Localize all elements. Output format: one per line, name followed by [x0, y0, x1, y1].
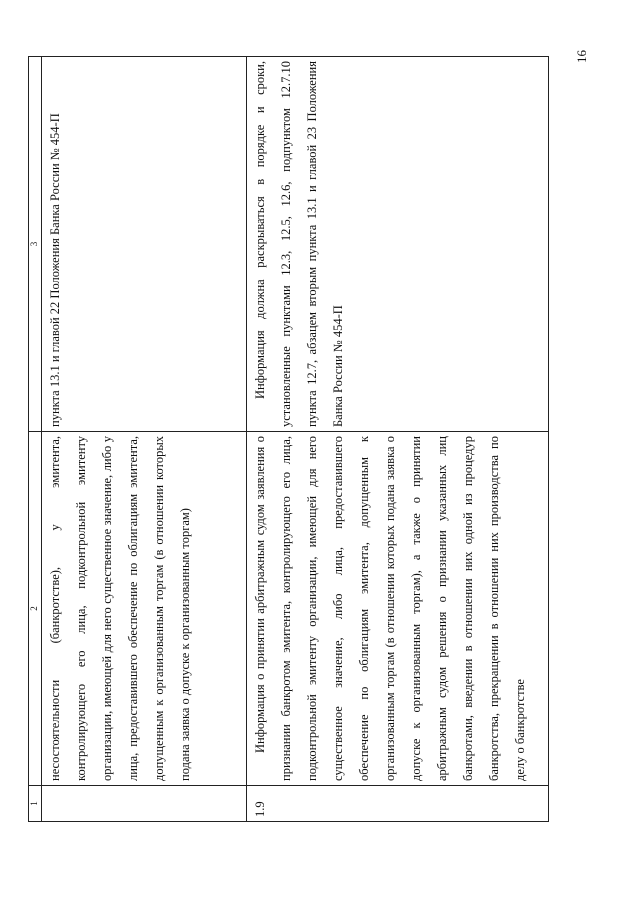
table-header-row — [29, 57, 42, 822]
row-requirements: Информация должна раскрываться в порядке и сроки, установленные пунктами 12.3, 12.5, 12.6, подпунктом 12.7.10 пункта 12.7, абзацем вторым пункта 13.1 и главой 23 Положения Банка России № 454-П — [247, 57, 549, 432]
row-number — [42, 786, 247, 822]
page-number: 16 — [574, 50, 589, 63]
rotated-table-container — [28, 57, 549, 822]
table-row — [247, 57, 549, 822]
table-row — [42, 57, 247, 822]
row-description: Информация о принятии арбитражным судом заявления о признании банкротом эмитента, контролирующего его лица, подконтрольной эмитенту организации, имеющей для него существенное значение, либо лица, предоставившего обеспечение по облигациям эмитента, допущенным к организованным торгам (в отношении которых подана заявка о допуске к организованным торгам), а также о принятии арбитражным судом решения о признании указанных лиц банкротами, введении в отношении них одной из процедур банкротства, прекращении в отношении них производства по делу о банкротстве — [247, 432, 549, 786]
disclosure-table — [28, 56, 549, 822]
header-col-3: 3 — [29, 57, 42, 432]
row-number: 1.9 — [247, 786, 549, 822]
header-col-2: 2 — [29, 432, 42, 786]
row-description: несостоятельности (банкротстве), у эмитента, контролирующего его лица, подконтрольной эмитенту организации, имеющей для него существенное значение, либо у лица, предоставившего обеспечение по облигациям эмитента, допущенным к организованным торгам (в отношении которых подана заявка о допуске к организованным торгам) — [42, 432, 247, 786]
header-col-1: 1 — [29, 786, 42, 822]
row-requirements: пункта 13.1 и главой 22 Положения Банка России № 454-П — [42, 57, 247, 432]
